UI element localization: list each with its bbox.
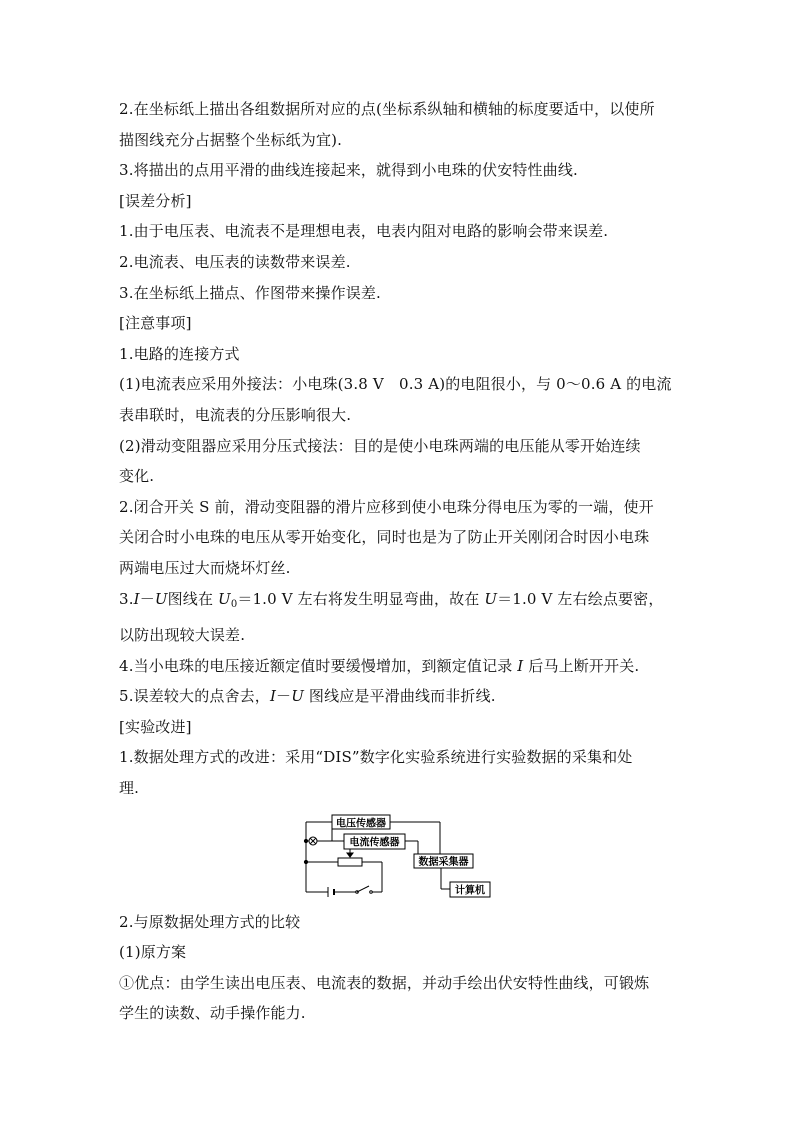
text-line: 以防出现较大误差. bbox=[119, 626, 246, 645]
variable-i: I bbox=[269, 687, 277, 706]
circuit-svg bbox=[300, 814, 494, 901]
variable-i: I bbox=[517, 656, 524, 675]
text-line: 两端电压过大而烧坏灯丝. bbox=[119, 558, 291, 577]
text-line: 1.电路的连接方式 bbox=[119, 344, 240, 363]
text-line: 变化. bbox=[119, 467, 155, 486]
text-fragment: 图线在 bbox=[167, 589, 219, 608]
junction-dot bbox=[304, 839, 307, 842]
text-line: 理. bbox=[119, 779, 140, 798]
switch-icon bbox=[370, 891, 373, 894]
variable-i: I bbox=[133, 589, 140, 608]
text-line: (1)电流表应采用外接法：小电珠(3.8 V 0.3 A)的电阻很小，与 0～0.6 A 的电流 bbox=[119, 375, 672, 394]
text-line: 3.将描出的点用平滑的曲线连接起来，就得到小电珠的伏安特性曲线. bbox=[119, 161, 578, 180]
text-line: 2.与原数据处理方式的比较 bbox=[119, 912, 301, 931]
text-fragment: ＝1.0 V 左右绘点要密， bbox=[497, 589, 664, 608]
text-line: 1.数据处理方式的改进：采用“DIS”数字化实验系统进行实验数据的采集和处 bbox=[119, 748, 633, 767]
dis-circuit-diagram bbox=[300, 814, 494, 901]
text-fragment: 4.当小电珠的电压接近额定值时要缓慢增加，到额定值记录 bbox=[119, 656, 518, 675]
text-line: 1.由于电压表、电流表不是理想电表，电表内阻对电路的影响会带来误差. bbox=[119, 222, 609, 241]
text-fragment: 5.误差较大的点舍去， bbox=[119, 687, 270, 706]
text-fragment: ＝1.0 V 左右将发生明显弯曲，故在 bbox=[237, 589, 485, 608]
switch-icon bbox=[357, 886, 369, 892]
voltage-sensor-label: 电压传感器 bbox=[336, 818, 386, 830]
text-line: 关闭合时小电珠的电压从零开始变化，同时也是为了防止开关刚闭合时因小电珠 bbox=[119, 528, 650, 547]
rheostat-icon bbox=[338, 858, 362, 866]
text-line: 3.在坐标纸上描点、作图带来操作误差. bbox=[119, 283, 381, 302]
text-line: (2)滑动变阻器应采用分压式接法：目的是使小电珠两端的电压能从零开始连续 bbox=[119, 436, 641, 455]
text-line: ①优点：由学生读出电压表、电流表的数据，并动手绘出伏安特性曲线，可锻炼 bbox=[119, 973, 650, 992]
section-heading-improvement: [实验改进] bbox=[119, 717, 192, 736]
computer-label: 计算机 bbox=[455, 885, 485, 897]
text-line-formula bbox=[119, 584, 679, 621]
variable-u0: U bbox=[218, 589, 231, 608]
text-fragment: 3. bbox=[119, 589, 134, 608]
text-fragment: － bbox=[276, 687, 292, 706]
variable-u: U bbox=[154, 589, 168, 608]
text-line: 2.在坐标纸上描出各组数据所对应的点(坐标系纵轴和横轴的标度要适中，以使所 bbox=[119, 100, 655, 118]
data-collector-label: 数据采集器 bbox=[418, 857, 469, 868]
text-line: 学生的读数、动手操作能力. bbox=[119, 1004, 306, 1023]
text-line-formula bbox=[119, 651, 679, 682]
junction-dot bbox=[304, 860, 307, 863]
text-line: (1)原方案 bbox=[119, 943, 187, 962]
text-fragment: 后马上断开开关. bbox=[523, 656, 640, 675]
section-heading-error-analysis: [误差分析] bbox=[119, 191, 192, 210]
variable-u: U bbox=[484, 589, 498, 608]
text-line: 描图线充分占据整个坐标纸为宜). bbox=[119, 130, 343, 149]
section-heading-precautions: [注意事项] bbox=[119, 314, 192, 333]
text-line: 2.闭合开关 S 前，滑动变阻器的滑片应移到使小电珠分得电压为零的一端，使开 bbox=[119, 497, 654, 516]
text-line-formula bbox=[119, 681, 679, 712]
rheostat-slider-icon bbox=[347, 853, 353, 857]
current-sensor-label: 电流传感器 bbox=[349, 837, 400, 849]
text-fragment: － bbox=[139, 589, 155, 608]
text-line: 2.电流表、电压表的读数带来误差. bbox=[119, 252, 351, 271]
text-fragment: 图线应是平滑曲线而非折线. bbox=[304, 687, 496, 706]
variable-u: U bbox=[291, 687, 304, 706]
subscript-0: 0 bbox=[230, 598, 238, 610]
text-line: 表串联时，电流表的分压影响很大. bbox=[119, 405, 352, 424]
